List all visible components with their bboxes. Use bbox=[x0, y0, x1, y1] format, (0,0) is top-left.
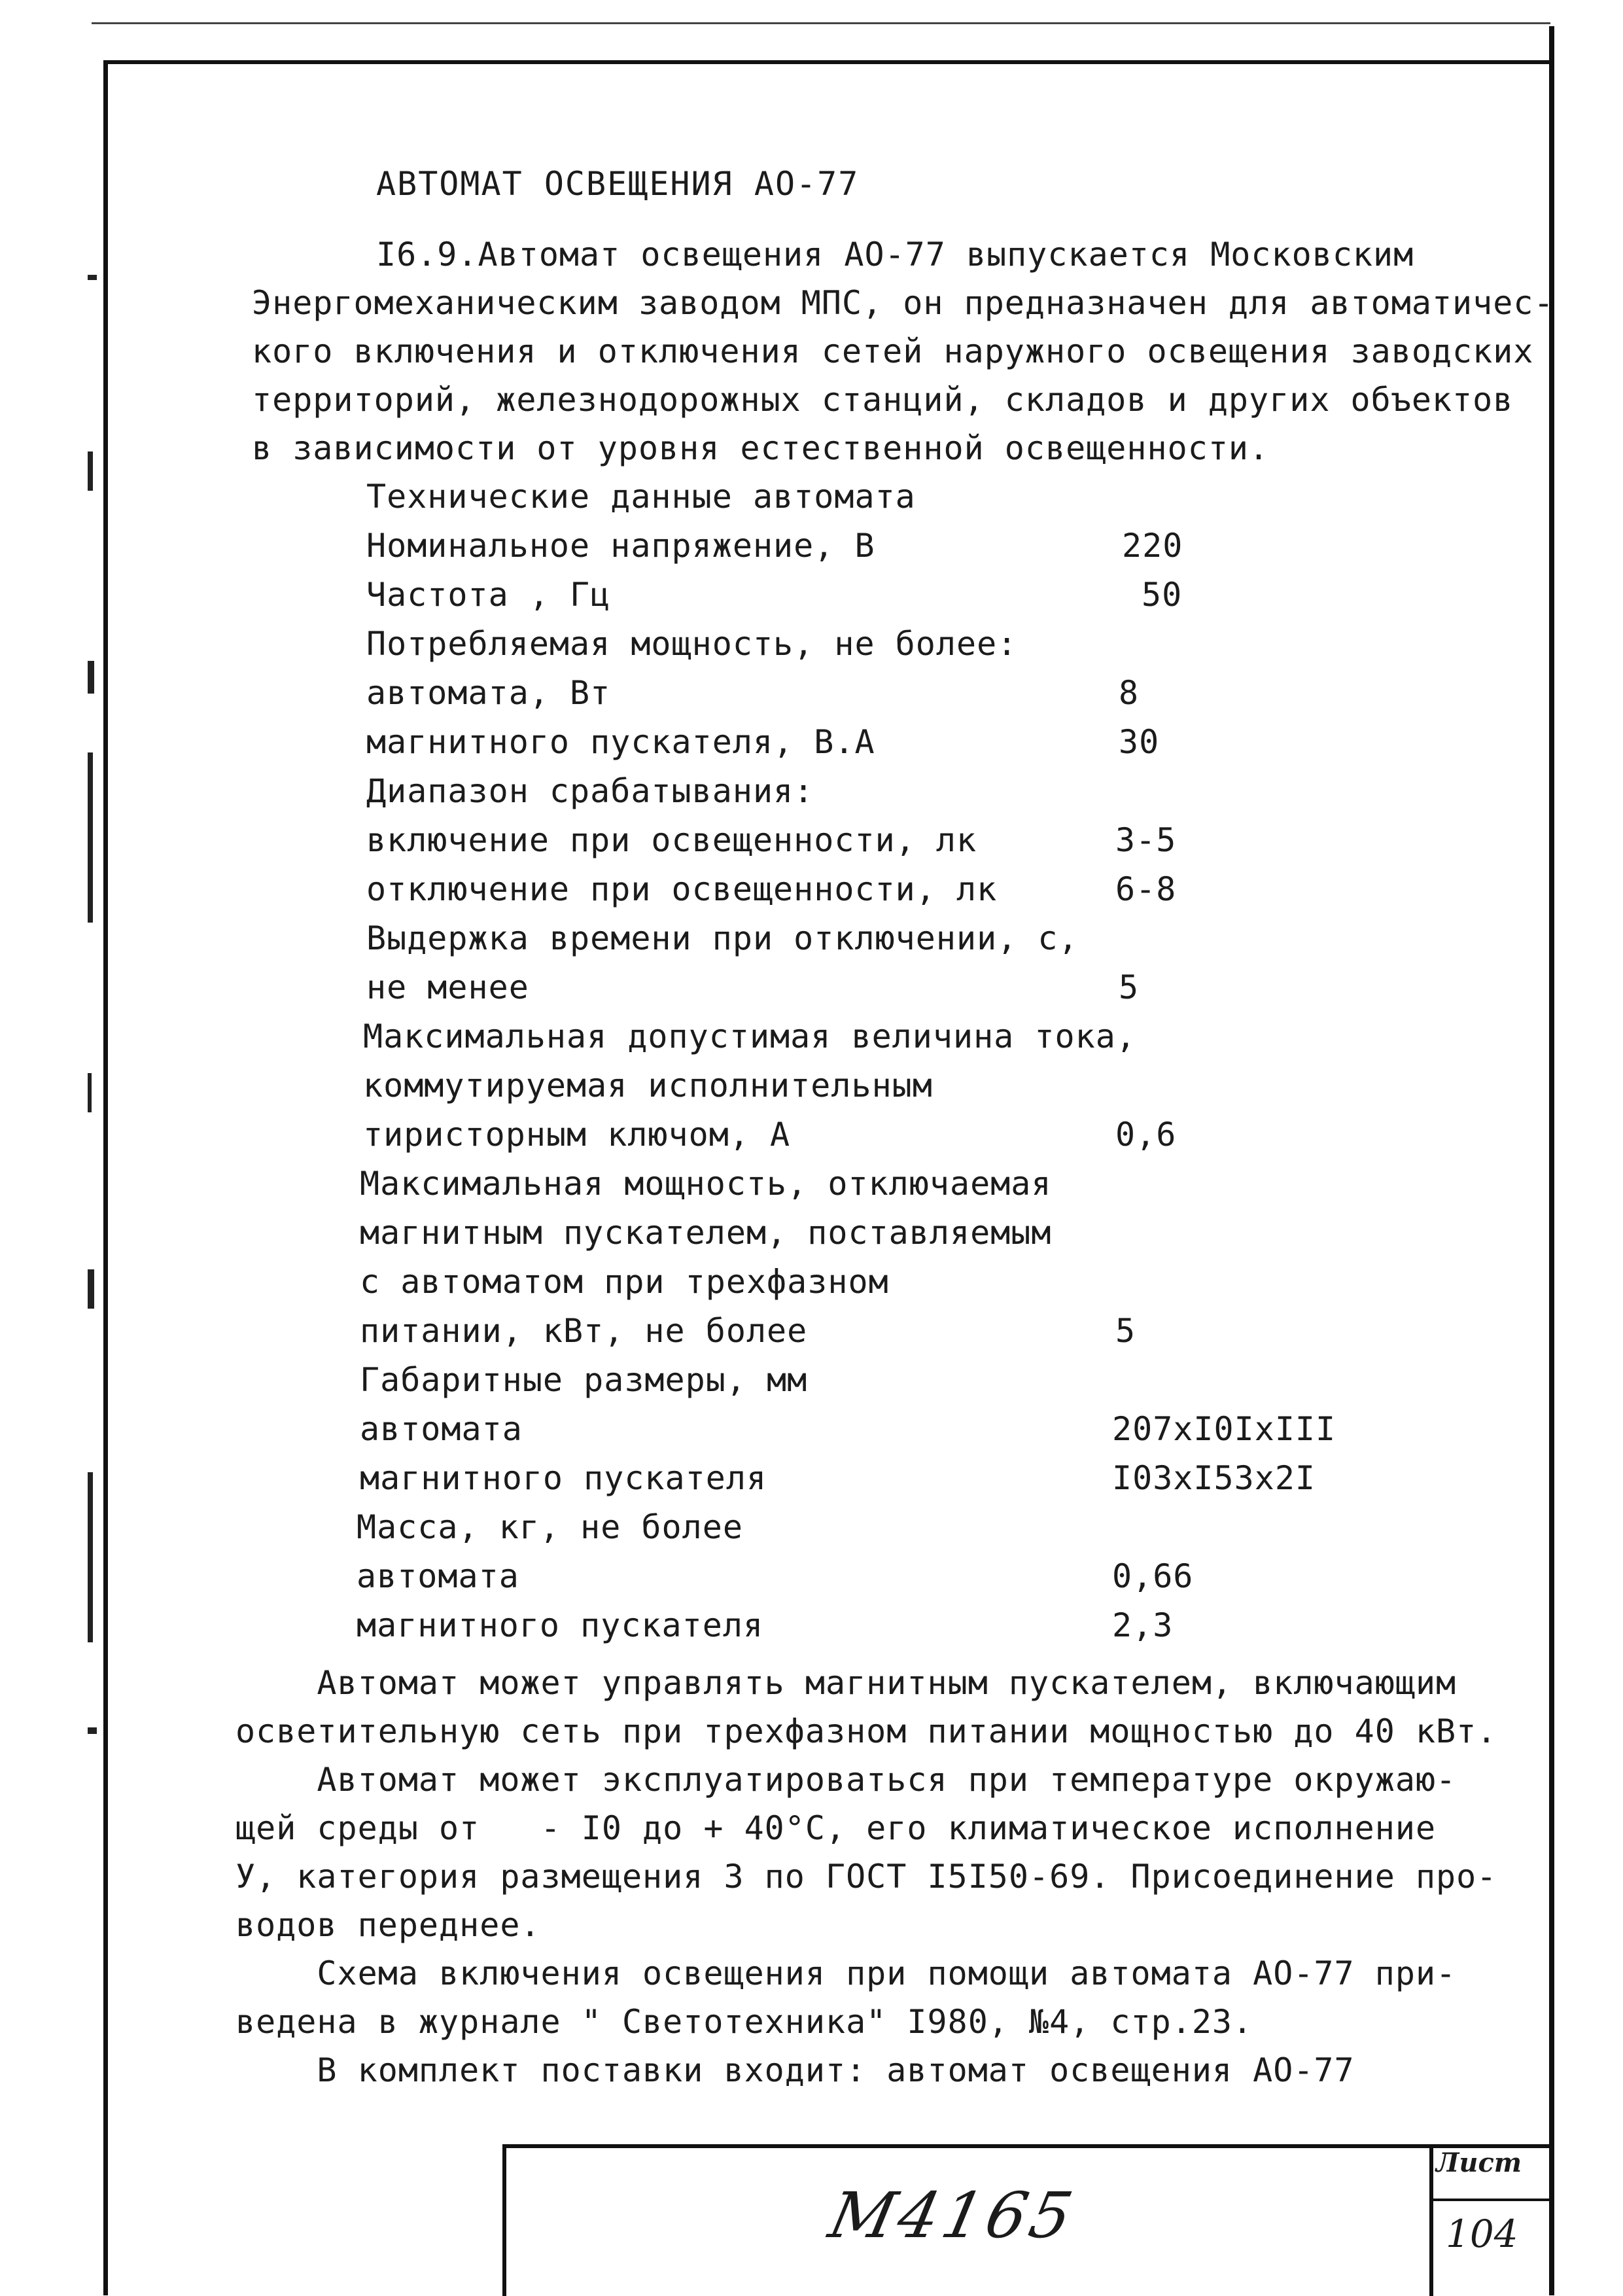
spec-label: с автоматом при трехфазном bbox=[360, 1263, 889, 1301]
spec-value: 6-8 bbox=[1115, 870, 1177, 908]
spec-label: Потребляемая мощность, не более: bbox=[366, 625, 1018, 663]
spec-value: 2,3 bbox=[1112, 1606, 1174, 1644]
binding-mark bbox=[88, 451, 93, 491]
closing-line: Автомат может эксплуатироваться при температуре окружаю- bbox=[236, 1761, 1457, 1799]
frame-left-border bbox=[103, 60, 108, 2295]
spec-label: Максимальная допустимая величина тока, bbox=[363, 1017, 1136, 1055]
frame-top-border bbox=[105, 60, 1554, 64]
spec-label: Частота , Гц bbox=[366, 576, 611, 614]
sheet-number: 104 bbox=[1446, 2212, 1518, 2256]
spec-label: коммутируемая исполнительным bbox=[363, 1067, 933, 1104]
spec-label: автомата bbox=[360, 1410, 523, 1448]
spec-label: магнитного пускателя bbox=[357, 1606, 764, 1644]
closing-line: водов переднее. bbox=[236, 1906, 541, 1944]
spec-value: 0,6 bbox=[1115, 1116, 1177, 1154]
spec-value: 3-5 bbox=[1115, 821, 1177, 859]
closing-line: В комплект поставки входит: автомат освещения АО-77 bbox=[236, 2051, 1355, 2089]
spec-value: 0,66 bbox=[1112, 1557, 1194, 1595]
spec-label: автомата, Вт bbox=[366, 674, 611, 712]
closing-line: Автомат может управлять магнитным пускателем, включающим bbox=[236, 1664, 1457, 1702]
spec-label: Габаритные размеры, мм bbox=[360, 1361, 808, 1399]
intro-line: кого включения и отключения сетей наружного освещения заводских bbox=[252, 332, 1534, 370]
spec-value: 5 bbox=[1119, 968, 1140, 1006]
frame-right-border bbox=[1549, 26, 1554, 2295]
binding-mark bbox=[88, 275, 97, 280]
spec-label: не менее bbox=[366, 968, 529, 1006]
spec-value: I03xI53x2I bbox=[1112, 1459, 1316, 1497]
closing-line: ведена в журнале " Светотехника" I980, №4, стр.23. bbox=[236, 2003, 1253, 2041]
spec-label: магнитным пускателем, поставляемым bbox=[360, 1214, 1052, 1252]
spec-value: 207xI0IxIII bbox=[1112, 1410, 1336, 1448]
spec-heading: Технические данные автомата bbox=[366, 478, 916, 516]
intro-line: в зависимости от уровня естественной освещенности. bbox=[252, 429, 1270, 467]
sheet-label: Лист bbox=[1436, 2147, 1522, 2178]
top-rule bbox=[92, 22, 1550, 24]
spec-label: магнитного пускателя, В.А bbox=[366, 723, 875, 761]
spec-value: 50 bbox=[1142, 576, 1183, 614]
document-code: М4165 bbox=[823, 2179, 1083, 2252]
binding-mark bbox=[88, 1269, 94, 1309]
closing-line: У, категория размещения 3 по ГОСТ I5I50-69. Присоединение про- bbox=[236, 1858, 1497, 1896]
intro-line: I6.9.Автомат освещения АО-77 выпускается Московским bbox=[376, 236, 1414, 274]
spec-value: 220 bbox=[1122, 527, 1183, 565]
spec-label: автомата bbox=[357, 1557, 519, 1595]
document-title: АВТОМАТ ОСВЕЩЕНИЯ АО-77 bbox=[376, 165, 860, 203]
closing-line: осветительную сеть при трехфазном питании мощностью до 40 кВт. bbox=[236, 1712, 1497, 1750]
binding-mark bbox=[88, 661, 94, 694]
title-block-divider bbox=[1429, 2144, 1433, 2296]
binding-mark bbox=[88, 1073, 92, 1112]
binding-mark bbox=[88, 1472, 93, 1642]
closing-line: Схема включения освещения при помощи автомата АО-77 при- bbox=[236, 1954, 1457, 1992]
binding-mark bbox=[88, 752, 93, 923]
intro-line: территорий, железнодорожных станций, складов и других объектов bbox=[252, 381, 1514, 419]
closing-line: щей среды от - I0 до + 40°С, его климатическое исполнение bbox=[236, 1809, 1437, 1847]
spec-value: 30 bbox=[1119, 723, 1160, 761]
spec-label: Масса, кг, не более bbox=[357, 1508, 743, 1546]
intro-line: Энергомеханическим заводом МПС, он предназначен для автоматичес- bbox=[252, 284, 1554, 322]
spec-label: Номинальное напряжение, В bbox=[366, 527, 875, 565]
spec-label: включение при освещенности, лк bbox=[366, 821, 977, 859]
binding-mark bbox=[88, 1727, 97, 1734]
spec-label: отключение при освещенности, лк bbox=[366, 870, 998, 908]
spec-label: питании, кВт, не более bbox=[360, 1312, 808, 1350]
spec-value: 8 bbox=[1119, 674, 1140, 712]
sheet-divider bbox=[1433, 2199, 1551, 2201]
spec-value: 5 bbox=[1115, 1312, 1136, 1350]
spec-label: Максимальная мощность, отключаемая bbox=[360, 1165, 1052, 1203]
spec-label: Выдержка времени при отключении, с, bbox=[366, 919, 1079, 957]
spec-label: Диапазон срабатывания: bbox=[366, 772, 814, 810]
spec-label: тиристорным ключом, А bbox=[363, 1116, 791, 1154]
spec-label: магнитного пускателя bbox=[360, 1459, 767, 1497]
